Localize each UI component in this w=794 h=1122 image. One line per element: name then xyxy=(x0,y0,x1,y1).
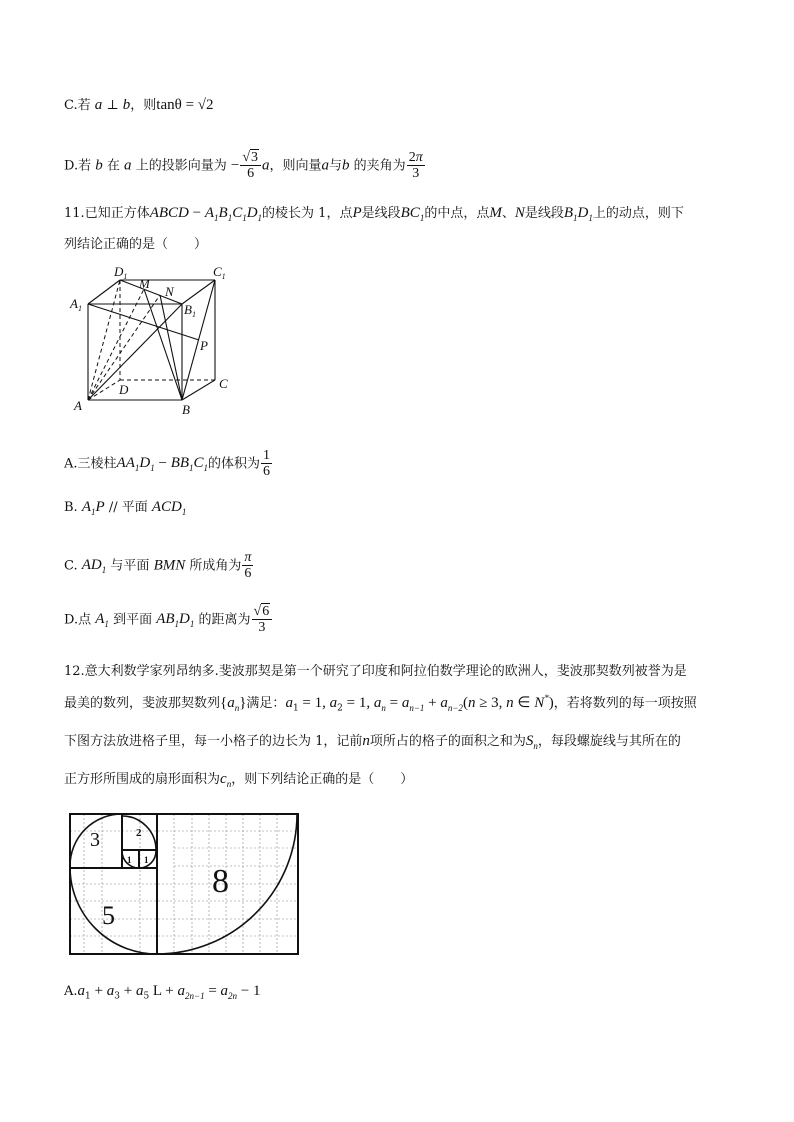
label-C: C xyxy=(219,376,228,391)
vector-a: a xyxy=(94,97,103,113)
label-M: M xyxy=(139,276,150,291)
option-11a: A.三棱柱$AA_1D_1 - BB_1C_1$的体积为 $\frac{1}{6}$ xyxy=(64,448,271,480)
question-12-line1: 12.意大利数学家列昂纳多.斐波那契是第一个研究了印度和阿拉伯数学理论的欧洲人，斐波那契数列被誉为是 xyxy=(64,664,687,679)
question-12-line3: 下图方法放进格子里，每一小格子的边长为 1，记前n项所占的格子的面积之和为$S_n$，每段螺旋线与其所在的 xyxy=(64,733,681,751)
fraction: $\frac{√3}{6}$ xyxy=(240,150,261,182)
label-A1: $A_1$ xyxy=(70,296,82,313)
fibonacci-spiral-figure xyxy=(64,812,304,958)
option-10d: D.若 b 在 a 上的投影向量为 − $\frac{√3}{6}$ a，则向量a与b 的夹角为 $\frac{2\pi}{3}$ xyxy=(64,150,423,182)
fib-number-2: 2 xyxy=(136,827,142,839)
option-11c: C. $AD_1$ 与平面 BMN 所成角为 $\frac{\pi}{6}$ xyxy=(64,550,252,582)
option-11b: B. $A_1P$ // 平面 $ACD_1$ xyxy=(64,499,187,517)
cube-figure xyxy=(62,262,242,418)
option-10c: C.若 a ⊥ b，则tanθ = √2 xyxy=(64,97,214,113)
label-B: B xyxy=(182,402,190,417)
vector-b: b xyxy=(122,97,131,113)
fib-number-1a: 1 xyxy=(127,855,132,865)
fib-number-8: 8 xyxy=(212,863,229,900)
option-12a: $A.a_1 + a_3 + a_5$ $L + a_{2n-1} = a_{2n} - 1$ xyxy=(64,983,261,1002)
label-N: N xyxy=(165,284,174,299)
label-B1: $B_1$ xyxy=(184,302,196,319)
label-A: A xyxy=(74,398,82,413)
label-C1: $C_1$ xyxy=(213,264,226,281)
fib-number-5: 5 xyxy=(102,901,115,930)
label-P: P xyxy=(200,338,208,353)
question-11-line2: 列结论正确的是（ ） xyxy=(64,237,208,252)
fib-number-1b: 1 xyxy=(144,855,149,865)
question-11-line1: 11.已知正方体ABCD − $A_1B_1C_1D_1$的棱长为 1，点P是线段$BC_1$的中点，点M、N是线段$B_1D_1$上的动点，则下 xyxy=(64,205,684,223)
question-12-line2: 最美的数列，斐波那契数列$\{a_n\}$满足：$a_1 = 1$, $a_2 = 1$, $a_n = a_{n-1} + a_{n-2}(n \ge 3$, n ∈ N*)，若将数列的每一项按照 xyxy=(64,693,697,714)
label-D1: $D_1$ xyxy=(114,264,128,281)
option-11d: D.点 $A_1$ 到平面 $AB_1D_1$ 的距离为 $\frac{√6}{3}$ xyxy=(64,604,273,636)
label-D: D xyxy=(119,382,129,397)
fib-number-3: 3 xyxy=(90,829,100,851)
question-12-line4: 正方形所围成的扇形面积为$c_n$，则下列结论正确的是（ ） xyxy=(64,771,414,789)
